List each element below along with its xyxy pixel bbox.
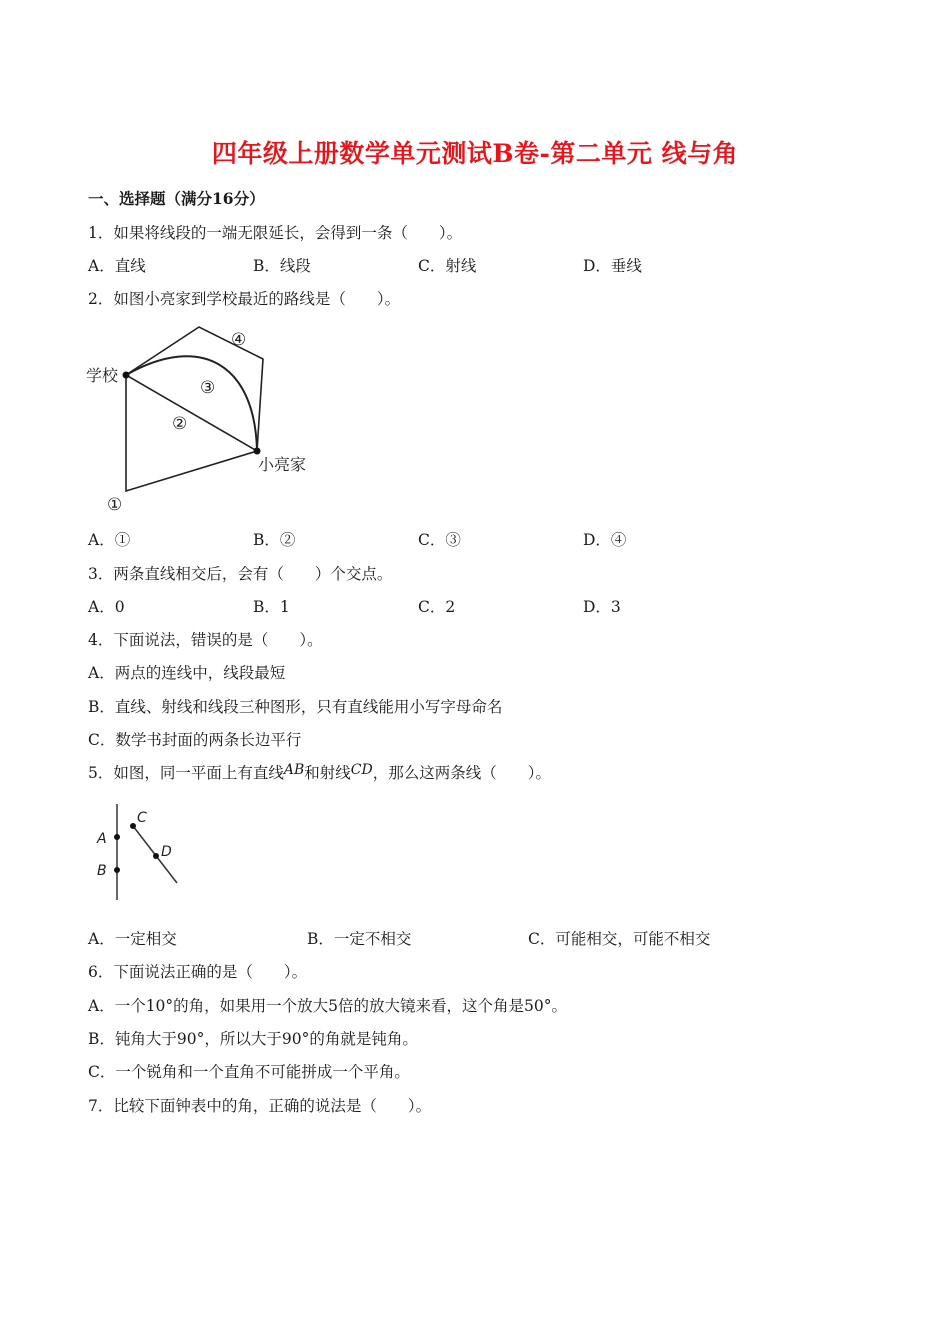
q1-option-b[interactable]: B．线段 [253, 257, 311, 275]
q1-option-d[interactable]: D．垂线 [583, 257, 642, 275]
q2-option-b[interactable]: B．② [253, 531, 296, 549]
home-label: 小亮家 [258, 455, 307, 474]
q3-option-a[interactable]: A．0 [88, 598, 125, 616]
q1-option-a[interactable]: A．直线 [88, 257, 146, 275]
section-heading: 一、选择题（满分16分） [88, 189, 265, 208]
q5-stem-middle: 和射线 [304, 764, 351, 782]
q5-option-a[interactable]: A．一定相交 [88, 930, 177, 948]
q5-stem-after: ，那么这两条线（ ）。 [372, 764, 551, 782]
question-5-stem [88, 763, 551, 784]
q6-option-c[interactable]: C．一个锐角和一个直角不可能拼成一个平角。 [88, 1063, 410, 1081]
point-d [153, 853, 159, 859]
q2-option-c[interactable]: C．③ [418, 531, 461, 549]
q4-option-c[interactable]: C．数学书封面的两条长边平行 [88, 731, 302, 749]
question-6-stem: 6．下面说法正确的是（ ）。 [88, 963, 308, 981]
q3-option-b[interactable]: B．1 [253, 598, 290, 616]
question-3-stem: 3．两条直线相交后，会有（ ）个交点。 [88, 565, 393, 583]
route-1-path [126, 375, 257, 491]
question-7-stem: 7．比较下面钟表中的角，正确的说法是（ ）。 [88, 1097, 432, 1115]
school-point [123, 372, 130, 379]
q6-option-b[interactable]: B．钝角大于90°，所以大于90°的角就是钝角。 [88, 1030, 418, 1048]
route-1-label: ① [107, 495, 123, 515]
q2-option-a[interactable]: A．① [88, 531, 131, 549]
school-label: 学校 [86, 366, 119, 385]
question-2-stem: 2．如图小亮家到学校最近的路线是（ ）。 [88, 290, 401, 308]
q2-option-d[interactable]: D．④ [583, 531, 627, 549]
route-3-label: ③ [200, 378, 216, 398]
q5-option-c[interactable]: C．可能相交，可能不相交 [528, 930, 711, 948]
route-3-arc [126, 356, 257, 451]
q4-option-a[interactable]: A．两点的连线中，线段最短 [88, 664, 286, 682]
line-ab-name: AB [283, 762, 305, 778]
point-a [114, 834, 120, 840]
q6-option-a[interactable]: A．一个10°的角，如果用一个放大5倍的放大镜来看，这个角是50°。 [88, 997, 568, 1015]
route-2-line [126, 375, 257, 451]
ray-cd-name: CD [350, 762, 373, 778]
q3-option-c[interactable]: C．2 [418, 598, 456, 616]
home-point [254, 448, 261, 455]
route-4-label: ④ [231, 330, 247, 350]
route-figure [80, 318, 340, 518]
question-1-stem: 1．如果将线段的一端无限延长，会得到一条（ ）。 [88, 224, 463, 242]
point-c [130, 823, 136, 829]
line-ray-figure [90, 800, 200, 905]
question-4-stem: 4．下面说法，错误的是（ ）。 [88, 631, 323, 649]
q5-stem-before: 5．如图，同一平面上有直线 [88, 764, 284, 782]
worksheet-title: 四年级上册数学单元测试B卷-第二单元 线与角 [211, 139, 739, 168]
q3-option-d[interactable]: D．3 [583, 598, 621, 616]
point-d-label: D [161, 844, 172, 860]
q1-option-c[interactable]: C．射线 [418, 257, 477, 275]
point-b [114, 867, 120, 873]
q4-option-b[interactable]: B．直线、射线和线段三种图形，只有直线能用小写字母命名 [88, 698, 503, 716]
point-b-label: B [97, 863, 107, 879]
point-a-label: A [97, 831, 107, 847]
route-2-label: ② [172, 414, 188, 434]
q5-option-b[interactable]: B．一定不相交 [307, 930, 412, 948]
point-c-label: C [137, 810, 147, 826]
